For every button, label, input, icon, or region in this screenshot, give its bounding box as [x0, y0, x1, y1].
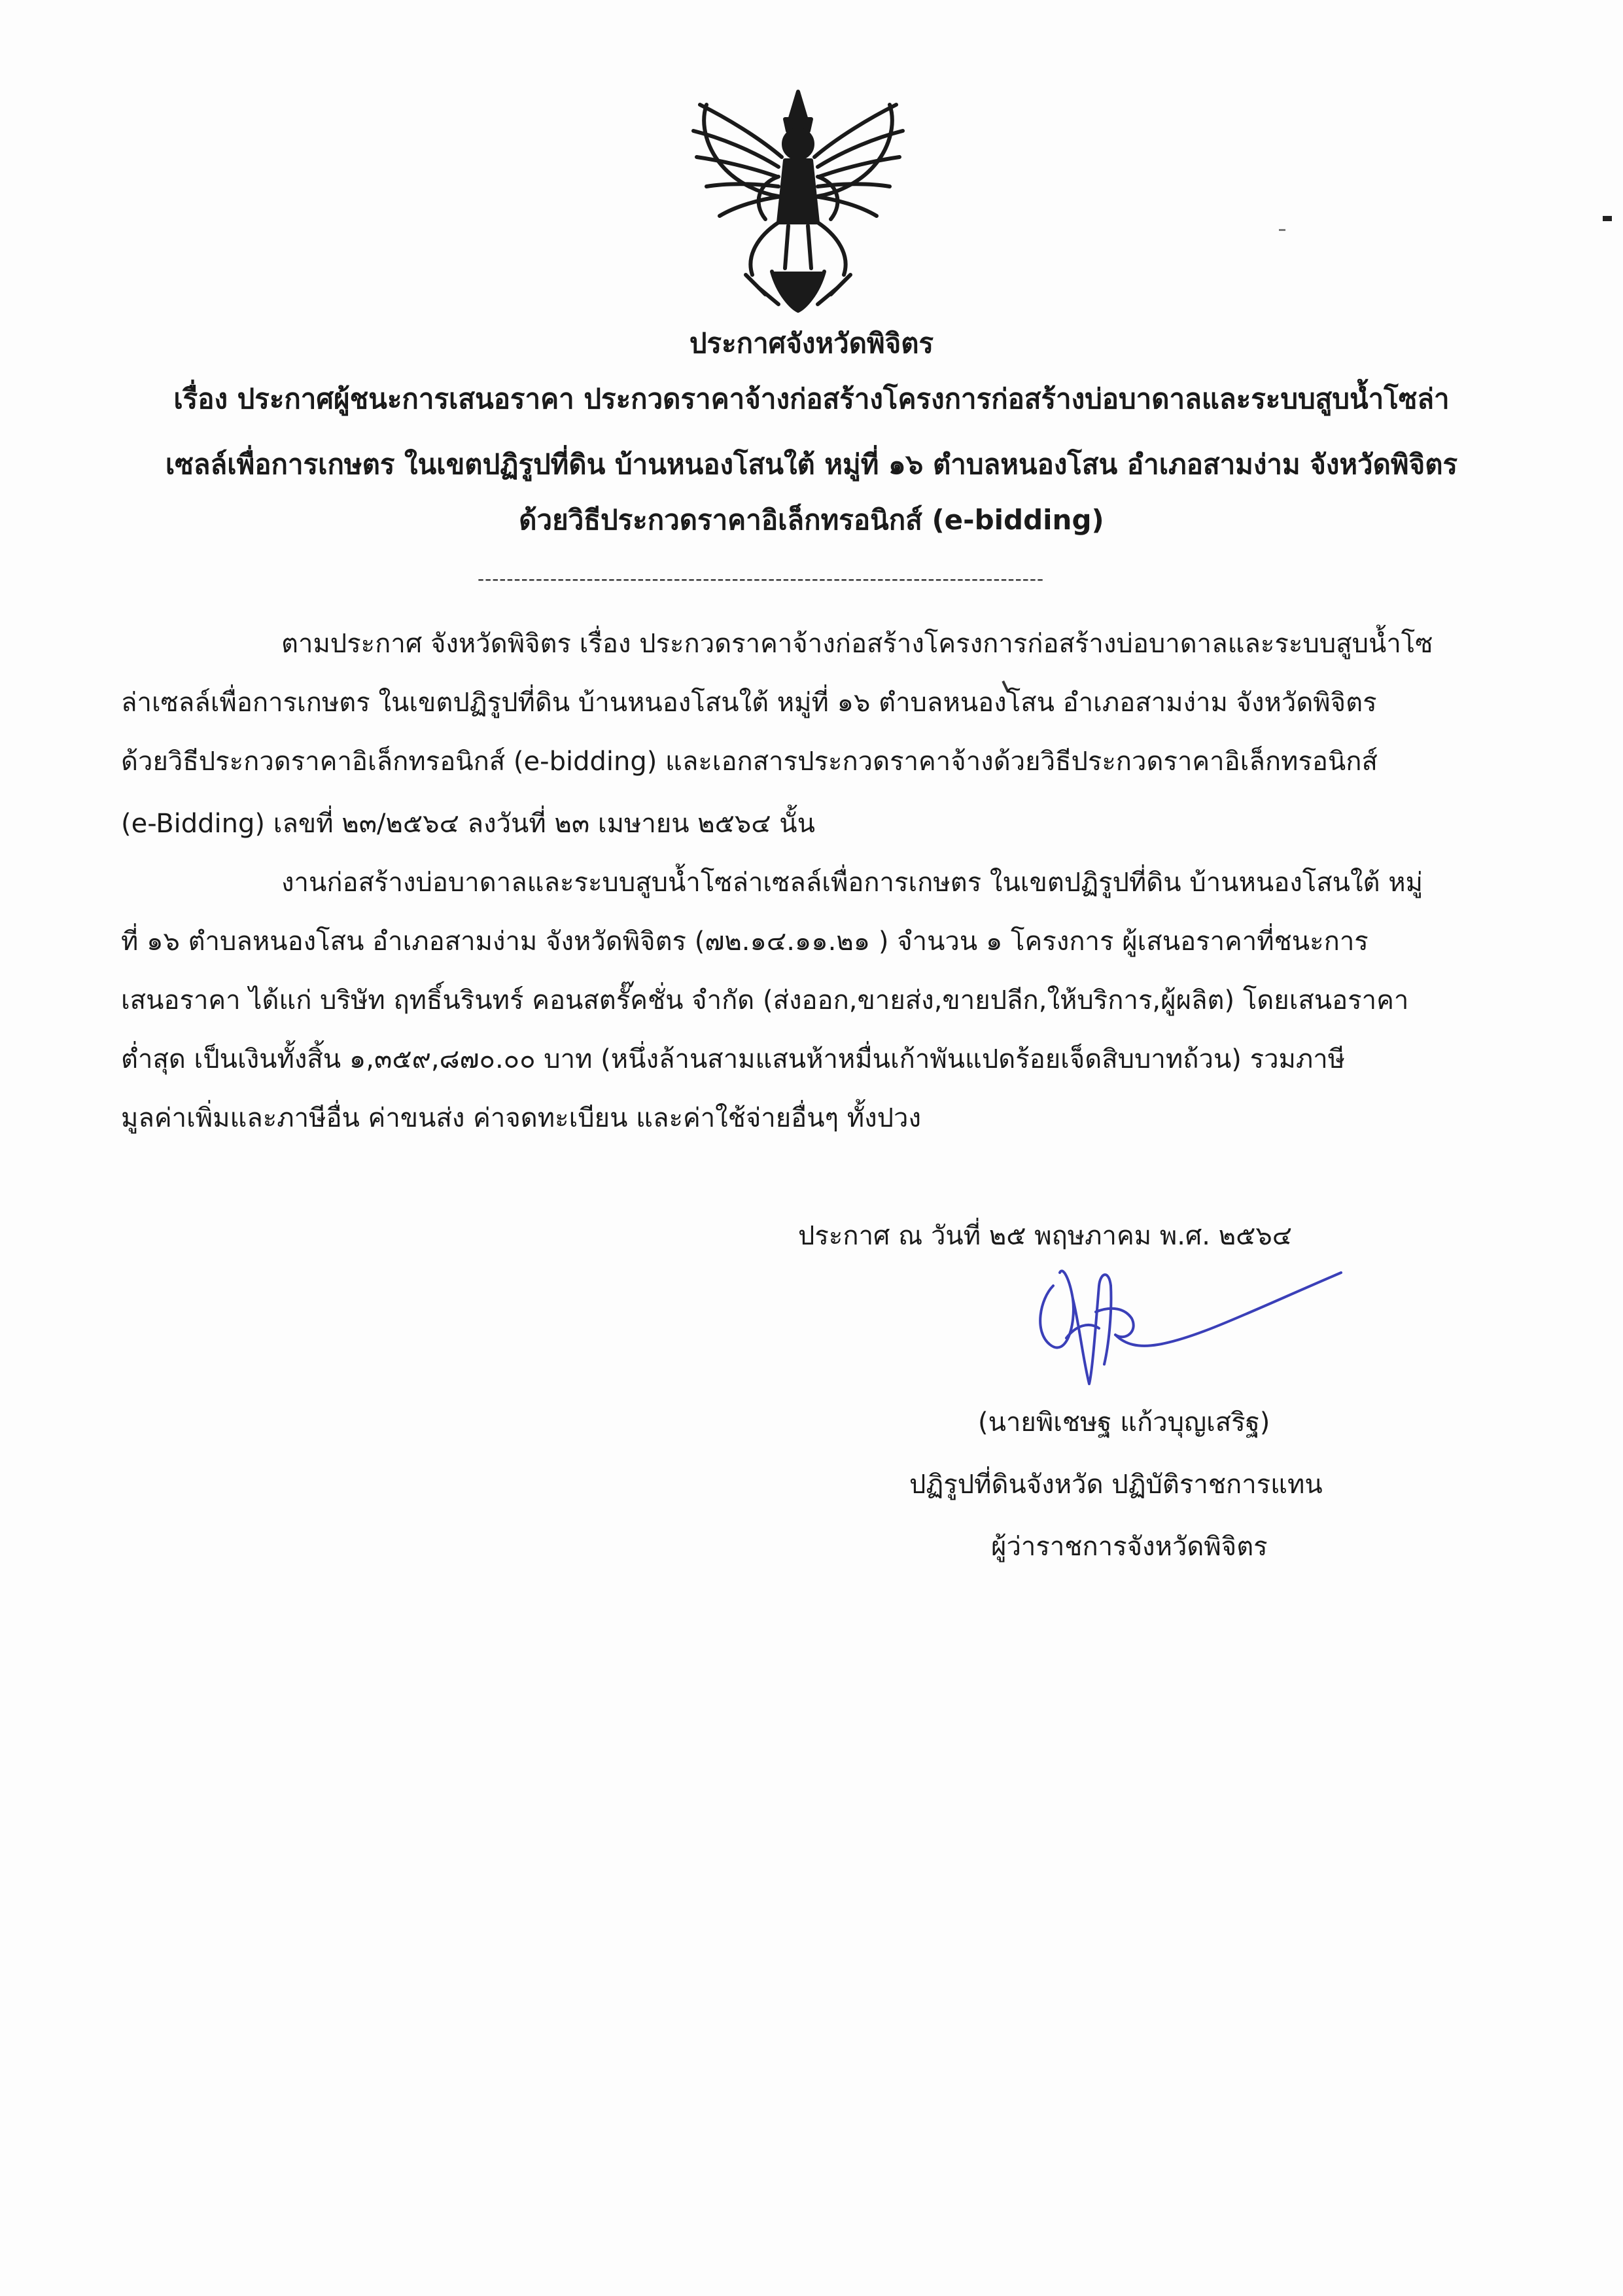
paragraph-line: มูลค่าเพิ่มและภาษีอื่น ค่าขนส่ง ค่าจดทะเบียน และค่าใช้จ่ายอื่นๆ ทั้งปวง: [121, 1103, 922, 1133]
document-title: ประกาศจังหวัดพิจิตร: [689, 327, 934, 359]
subject-line: เรื่อง ประกาศผู้ชนะการเสนอราคา ประกวดราคาจ้างก่อสร้างโครงการก่อสร้างบ่อบาดาลและระบบสูบน้ำโซล่า: [173, 383, 1450, 415]
signatory-position: ปฏิรูปที่ดินจังหวัด ปฏิบัติราชการแทน: [909, 1470, 1323, 1500]
paragraph-line: ต่ำสุด เป็นเงินทั้งสิ้น ๑,๓๕๙,๘๗๐.๐๐ บาท (หนึ่งล้านสามแสนห้าหมื่นเก้าพันแปดร้อยเจ็ดสิบบาทถ้วน) รวมภาษี: [121, 1044, 1346, 1074]
paragraph-line: เสนอราคา ได้แก่ บริษัท ฤทธิ์นรินทร์ คอนสตรั๊คชั่น จำกัด (ส่งออก,ขายส่ง,ขายปลีก,ให้บริการ,ผู้ผลิต) โดยเสนอราคา: [121, 985, 1409, 1016]
paragraph-line: ที่ ๑๖ ตำบลหนองโสน อำเภอสามง่าม จังหวัดพิจิตร (๗๒.๑๔.๑๑.๒๑ ) จำนวน ๑ โครงการ ผู้เสนอราคาที่ชนะการ: [121, 927, 1369, 957]
subject-line: เซลล์เพื่อการเกษตร ในเขตปฏิรูปที่ดิน บ้านหนองโสนใต้ หมู่ที่ ๑๖ ตำบลหนองโสน อำเภอสามง่าม จังหวัดพิจิตร: [165, 448, 1458, 480]
handwritten-signature: [1027, 1246, 1354, 1397]
paragraph-line: ล่าเซลล์เพื่อการเกษตร ในเขตปฏิรูปที่ดิน บ้านหนองโสนใต้ หมู่ที่ ๑๖ ตำบลหนองโสน อำเภอสามง่าม จังหวัดพิจิตร: [121, 688, 1377, 718]
paragraph-line: ตามประกาศ จังหวัดพิจิตร เรื่อง ประกวดราคาจ้างก่อสร้างโครงการก่อสร้างบ่อบาดาลและระบบสูบน้ำโซ: [281, 629, 1433, 659]
paragraph-line: งานก่อสร้างบ่อบาดาลและระบบสูบน้ำโซล่าเซลล์เพื่อการเกษตร ในเขตปฏิรูปที่ดิน บ้านหนองโสนใต้ หมู่: [281, 868, 1423, 898]
separator-rule: ------------------------------------------------------------------------------: [478, 568, 1045, 590]
garuda-emblem-icon: [680, 79, 916, 321]
announcement-date: ประกาศ ณ วันที่ ๒๕ พฤษภาคม พ.ศ. ๒๕๖๔: [798, 1221, 1293, 1251]
signatory-position: ผู้ว่าราชการจังหวัดพิจิตร: [991, 1532, 1268, 1562]
paragraph-line: (e-Bidding) เลขที่ ๒๓/๒๕๖๔ ลงวันที่ ๒๓ เมษายน ๒๕๖๔ นั้น: [121, 809, 815, 839]
paragraph-line: ด้วยวิธีประกวดราคาอิเล็กทรอนิกส์ (e-bidding) และเอกสารประกวดราคาจ้างด้วยวิธีประกวดราคาอิเล็กทรอนิกส์: [121, 747, 1378, 777]
signatory-name: (นายพิเชษฐ แก้วบุญเสริฐ): [978, 1407, 1270, 1438]
scan-speck: [1603, 216, 1612, 221]
scan-speck: [1279, 229, 1285, 231]
subject-line: ด้วยวิธีประกวดราคาอิเล็กทรอนิกส์ (e-bidding): [519, 504, 1104, 536]
